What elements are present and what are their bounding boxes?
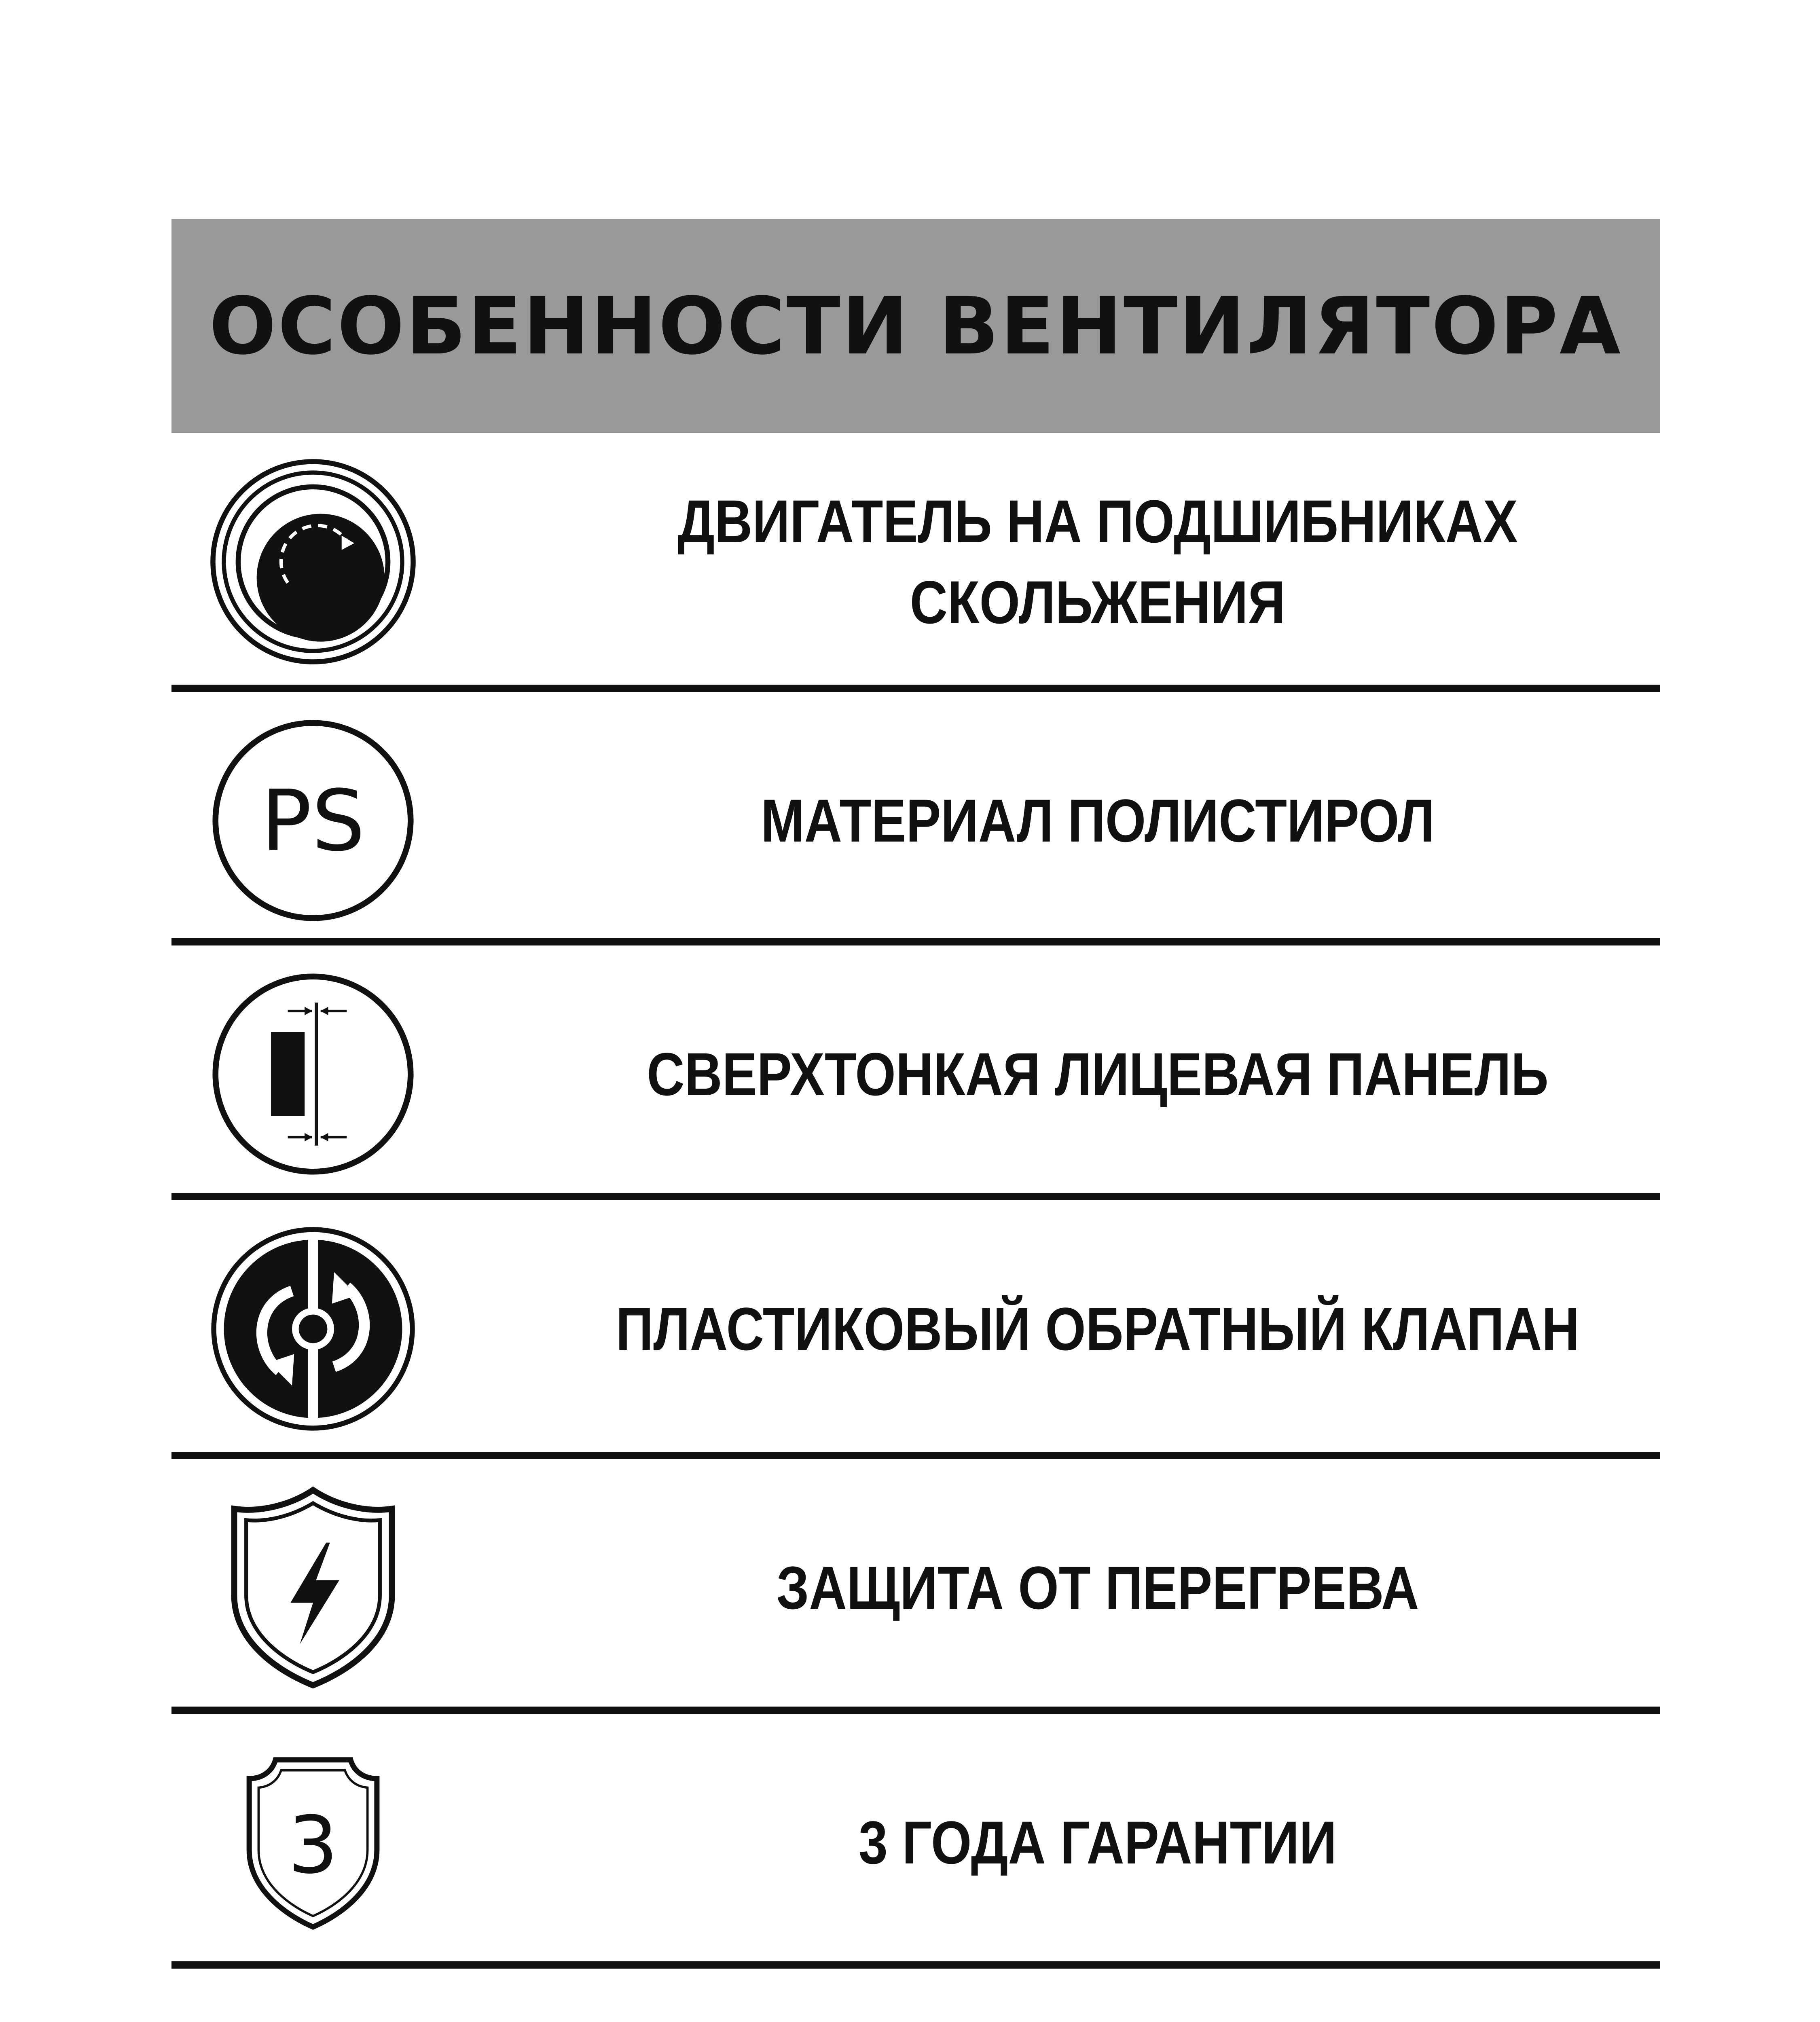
feature-label: МАТЕРИАЛ ПОЛИСТИРОЛ <box>761 786 1435 854</box>
divider <box>171 1707 1660 1714</box>
feature-label: 3 ГОДА ГАРАНТИИ <box>859 1808 1337 1876</box>
divider <box>171 1193 1660 1200</box>
feature-row-bearing <box>171 433 1660 690</box>
svg-text:PS: PS <box>261 772 365 870</box>
feature-row-overheat <box>171 1459 1660 1716</box>
feature-label: СВЕРХТОНКАЯ ЛИЦЕВАЯ ПАНЕЛЬ <box>647 1040 1549 1108</box>
header-banner <box>171 219 1660 433</box>
overheat-shield-icon <box>208 1483 418 1693</box>
feature-row-thin-panel <box>171 945 1660 1202</box>
svg-text:3: 3 <box>288 1799 339 1891</box>
warranty-shield-icon <box>208 1737 418 1948</box>
bearing-motor-icon <box>208 457 418 667</box>
divider <box>171 1452 1660 1459</box>
divider <box>171 1961 1660 1969</box>
feature-row-material <box>171 692 1660 949</box>
feature-label: ДВИГАТЕЛЬ НА ПОДШИБНИКАХ СКОЛЬЖЕНИЯ <box>677 487 1518 636</box>
feature-label: ПЛАСТИКОВЫЙ ОБРАТНЫЙ КЛАПАН <box>616 1294 1580 1363</box>
feature-label: ЗАЩИТА ОТ ПЕРЕГРЕВА <box>776 1553 1419 1622</box>
feature-row-check-valve <box>171 1200 1660 1457</box>
ps-material-icon <box>208 715 418 926</box>
check-valve-icon <box>208 1224 418 1434</box>
thin-panel-icon <box>208 969 418 1179</box>
page-title: ОСОБЕННОСТИ ВЕНТИЛЯТОРА <box>209 280 1622 372</box>
divider <box>171 685 1660 692</box>
feature-row-warranty <box>171 1714 1660 1971</box>
divider <box>171 938 1660 945</box>
